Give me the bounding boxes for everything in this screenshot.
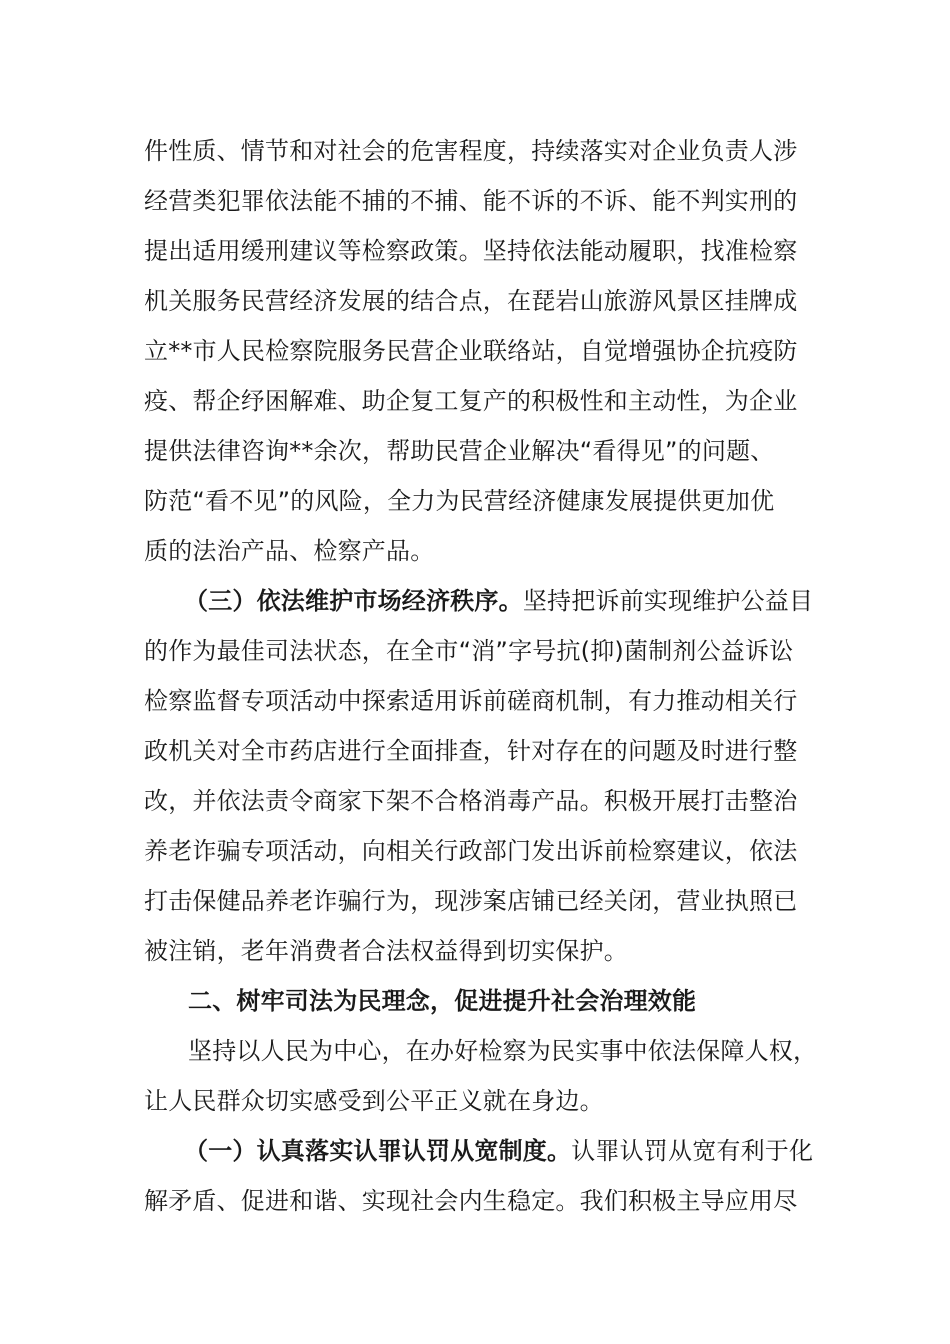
part-2-intro-line: 让人民群众切实感受到公平正义就在身边。 — [144, 1087, 604, 1115]
paragraph-line: 提出适用缓刑建议等检察政策。坚持依法能动履职，找准检察 — [144, 237, 798, 265]
paragraph-line: 被注销，老年消费者合法权益得到切实保护。 — [144, 937, 628, 965]
section-3-heading: （三）依法维护市场经济秩序。 — [184, 587, 523, 615]
paragraph-line: 件性质、情节和对社会的危害程度，持续落实对企业负责人涉 — [144, 137, 798, 165]
section-3-first-line — [144, 576, 814, 626]
section-1-heading: （一）认真落实认罪认罚从宽制度。 — [184, 1137, 572, 1165]
paragraph-line: 改，并依法责令商家下架不合格消毒产品。积极开展打击整治 — [144, 787, 798, 815]
body-text — [144, 126, 818, 1226]
section-3-first-line-text: 坚持把诉前实现维护公益目 — [522, 587, 814, 615]
paragraph-line: 提供法律咨询**余次，帮助民营企业解决“看得见”的问题、 — [144, 437, 775, 465]
paragraph-line: 打击保健品养老诈骗行为，现涉案店铺已经关闭，营业执照已 — [144, 887, 798, 915]
paragraph-line: 养老诈骗专项活动，向相关行政部门发出诉前检察建议，依法 — [144, 837, 798, 865]
paragraph-line: 经营类犯罪依法能不捕的不捕、能不诉的不诉、能不判实刑的 — [144, 187, 798, 215]
paragraph-line: 检察监督专项活动中探索适用诉前磋商机制，有力推动相关行 — [144, 687, 798, 715]
paragraph-line: 质的法治产品、检察产品。 — [144, 537, 435, 565]
paragraph-line: 防范“看不见”的风险，全力为民营经济健康发展提供更加优 — [144, 487, 775, 515]
paragraph-line: 机关服务民营经济发展的结合点，在琵岩山旅游风景区挂牌成 — [144, 287, 798, 315]
paragraph-line: 解矛盾、促进和谐、实现社会内生稳定。我们积极主导应用尽 — [144, 1187, 798, 1215]
paragraph-line: 立**市人民检察院服务民营企业联络站，自觉增强协企抗疫防 — [144, 337, 798, 365]
paragraph-line: 疫、帮企纾困解难、助企复工复产的积极性和主动性，为企业 — [144, 387, 798, 415]
paragraph-line: 政机关对全市药店进行全面排查，针对存在的问题及时进行整 — [144, 737, 798, 765]
section-1-first-line — [144, 1126, 814, 1176]
part-2-intro-line: 坚持以人民为中心，在办好检察为民实事中依法保障人权， — [188, 1037, 818, 1065]
paragraph-line: 的作为最佳司法状态，在全市“消”字号抗(抑)菌制剂公益诉讼 — [144, 637, 794, 665]
section-1-first-line-text: 认罪认罚从宽有利于化 — [571, 1137, 814, 1165]
part-2-heading: 二、树牢司法为民理念，促进提升社会治理效能 — [188, 987, 697, 1015]
